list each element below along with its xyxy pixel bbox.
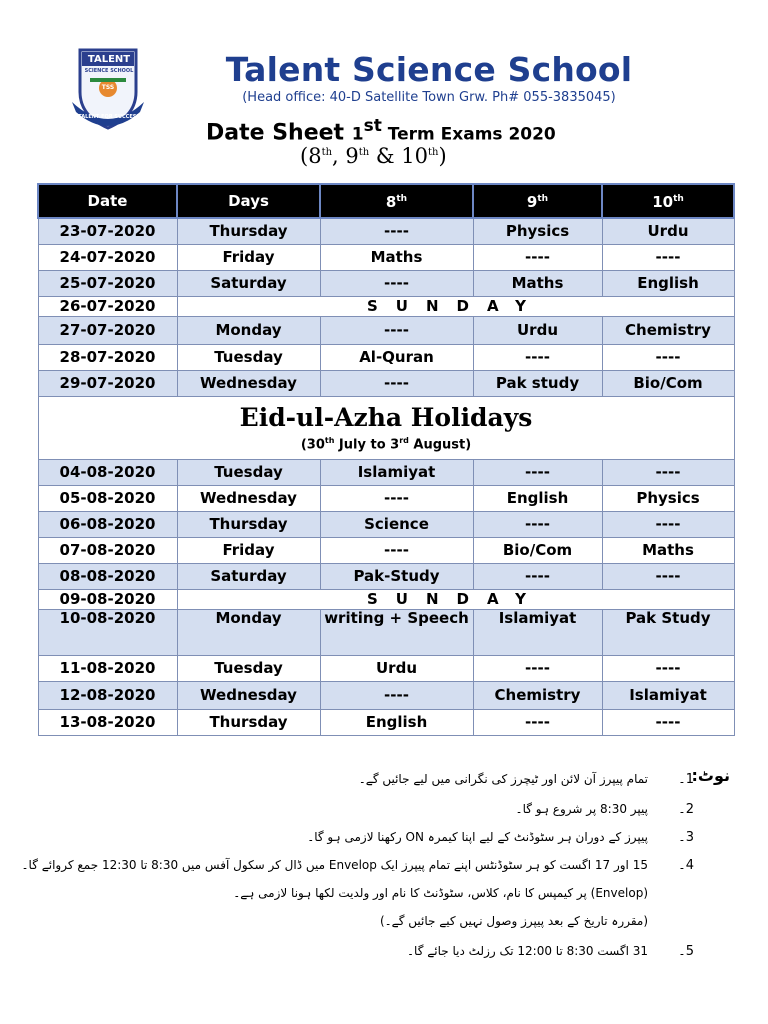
cell-day: Tuesday	[177, 655, 320, 681]
cell-date: 10-08-2020	[38, 609, 177, 655]
cell-grade-9: Islamiyat	[473, 609, 602, 655]
table-row	[38, 344, 734, 370]
cell-grade-9: ----	[473, 563, 602, 589]
table-row	[38, 655, 734, 681]
cell-day: Friday	[177, 244, 320, 270]
cell-date: 04-08-2020	[38, 459, 177, 485]
note-item	[4, 914, 730, 928]
holiday-subtitle	[39, 433, 734, 453]
holiday-title: Eid-ul-Azha Holidays	[239, 402, 533, 432]
cell-date: 07-08-2020	[38, 537, 177, 563]
cell-grade-10: Islamiyat	[602, 681, 734, 709]
cell-date: 13-08-2020	[38, 709, 177, 735]
cell-grade-10: ----	[602, 655, 734, 681]
cell-grade-9: ----	[473, 511, 602, 537]
cell-grade-9: Bio/Com	[473, 537, 602, 563]
table-body-part-1	[38, 218, 734, 396]
cell-day: Tuesday	[177, 459, 320, 485]
cell-grade-10: ----	[602, 709, 734, 735]
table-row	[38, 709, 734, 735]
note-text: 15 اور 17 اگست کو ہر سٹوڈنٹس اپنے تمام پیپرز ایک Envelop میں ڈال کر سکول آفس میں 8:30 تا 12:30 جمع کروائے گا۔	[21, 858, 648, 872]
cell-date: 23-07-2020	[38, 218, 177, 244]
cell-day: Wednesday	[177, 485, 320, 511]
cell-grade-8: ----	[320, 218, 473, 244]
cell-grade-9: English	[473, 485, 602, 511]
cell-sunday: SUNDAY	[177, 589, 734, 609]
logo-text-tss: TSS	[101, 84, 115, 91]
note-number: 1۔	[678, 772, 694, 787]
header-days: Days	[177, 184, 320, 218]
cell-grade-9: ----	[473, 344, 602, 370]
note-item	[4, 830, 730, 845]
cell-date: 11-08-2020	[38, 655, 177, 681]
grades-9: , 9	[332, 144, 359, 168]
holiday-sub-b: July to 3	[334, 436, 400, 452]
cell-grade-9: Urdu	[473, 316, 602, 344]
note-number: 3۔	[678, 830, 694, 845]
logo-text-science-school: SCIENCE SCHOOL	[84, 68, 134, 74]
cell-day: Thursday	[177, 709, 320, 735]
table-header-row	[38, 184, 734, 218]
cell-grade-10: ----	[602, 563, 734, 589]
cell-grade-10: Urdu	[602, 218, 734, 244]
header-grade-9-sup: th	[537, 194, 549, 204]
header-grade-9	[473, 184, 602, 218]
table-row	[38, 316, 734, 344]
cell-day: Thursday	[177, 218, 320, 244]
title-rest: Term Exams 2020	[381, 124, 556, 145]
cell-grade-8: English	[320, 709, 473, 735]
header-grade-8-sup: th	[396, 194, 408, 204]
cell-grade-10: Physics	[602, 485, 734, 511]
note-number: 4۔	[678, 858, 694, 873]
header-grade-10-sup: th	[673, 194, 684, 204]
cell-grade-10: Chemistry	[602, 316, 734, 344]
cell-date: 05-08-2020	[38, 485, 177, 511]
table-row	[38, 681, 734, 709]
cell-day: Tuesday	[177, 344, 320, 370]
cell-grade-10: Pak Study	[602, 609, 734, 655]
cell-grade-9: Chemistry	[473, 681, 602, 709]
note-item	[4, 802, 730, 817]
table-row	[38, 589, 734, 609]
grades-line	[300, 144, 447, 168]
note-text: (Envelop) پر کیمپس کا نام، کلاس، سٹوڈنٹ کا نام اور ولدیت لکھا ہونا لازمی ہے۔	[233, 886, 648, 900]
table-row	[38, 511, 734, 537]
cell-grade-9: Pak study	[473, 370, 602, 396]
logo-text-talent: TALENT	[87, 54, 131, 65]
cell-day: Thursday	[177, 511, 320, 537]
cell-grade-10: ----	[602, 459, 734, 485]
cell-date: 09-08-2020	[38, 589, 177, 609]
holiday-cell	[38, 396, 734, 459]
holiday-sub-a: (30	[300, 436, 325, 452]
cell-grade-8: Pak-Study	[320, 563, 473, 589]
holiday-sub-c: August)	[408, 436, 472, 452]
holiday-sub-b-sup: rd	[399, 435, 409, 445]
cell-grade-9: ----	[473, 709, 602, 735]
cell-grade-8: ----	[320, 485, 473, 511]
cell-date: 27-07-2020	[38, 316, 177, 344]
cell-grade-8: Maths	[320, 244, 473, 270]
cell-day: Monday	[177, 316, 320, 344]
cell-date: 29-07-2020	[38, 370, 177, 396]
table-row	[38, 537, 734, 563]
cell-grade-10: ----	[602, 344, 734, 370]
note-text: پیپر 8:30 پر شروع ہو گا۔	[515, 802, 648, 816]
table-row	[38, 563, 734, 589]
cell-grade-8: Al-Quran	[320, 344, 473, 370]
note-text: تمام پیپرز آن لائن اور ٹیچرز کی نگرانی میں لیے جائیں گے۔	[358, 772, 648, 786]
cell-date: 24-07-2020	[38, 244, 177, 270]
table-row	[38, 485, 734, 511]
cell-grade-9: ----	[473, 655, 602, 681]
cell-grade-10: ----	[602, 244, 734, 270]
cell-grade-10: English	[602, 270, 734, 296]
date-sheet-table	[37, 183, 735, 736]
header-grade-8-num: 8	[385, 193, 397, 211]
cell-date: 08-08-2020	[38, 563, 177, 589]
table-row	[38, 218, 734, 244]
grades-sup-2: th	[358, 147, 370, 158]
cell-grade-8: ----	[320, 681, 473, 709]
table-row	[38, 270, 734, 296]
school-name: Talent Science School	[225, 50, 633, 89]
grades-sup-3: th	[427, 147, 439, 158]
cell-day: Monday	[177, 609, 320, 655]
header-grade-9-num: 9	[526, 193, 538, 211]
header-date: Date	[38, 184, 177, 218]
cell-grade-9: Physics	[473, 218, 602, 244]
grades-10: & 10	[369, 144, 428, 168]
note-item	[4, 944, 730, 959]
header-grade-10	[602, 184, 734, 218]
cell-date: 28-07-2020	[38, 344, 177, 370]
cell-grade-8: Science	[320, 511, 473, 537]
title-main: Date Sheet	[206, 120, 345, 146]
note-number: 2۔	[678, 802, 694, 817]
note-item	[4, 886, 730, 900]
cell-grade-9: ----	[473, 244, 602, 270]
school-address: (Head office: 40-D Satellite Town Grw. Ph# 055-3835045)	[242, 90, 616, 105]
notes-label: نوٹ:	[691, 766, 730, 785]
note-item	[4, 858, 730, 873]
table-row	[38, 459, 734, 485]
cell-grade-10: Maths	[602, 537, 734, 563]
cell-date: 25-07-2020	[38, 270, 177, 296]
cell-grade-10: Bio/Com	[602, 370, 734, 396]
table-row	[38, 244, 734, 270]
cell-date: 26-07-2020	[38, 296, 177, 316]
cell-grade-8: ----	[320, 316, 473, 344]
cell-grade-8: Islamiyat	[320, 459, 473, 485]
grades-close: )	[438, 144, 447, 168]
cell-day: Wednesday	[177, 370, 320, 396]
cell-grade-10: ----	[602, 511, 734, 537]
cell-day: Wednesday	[177, 681, 320, 709]
header-grade-10-num: 10	[652, 193, 674, 211]
note-text: پیپرز کے دوران ہر سٹوڈنٹ کے لیے اپنا کیمرہ ON رکھنا لازمی ہو گا۔	[307, 830, 648, 844]
note-item	[4, 772, 730, 787]
cell-grade-8: ----	[320, 370, 473, 396]
cell-grade-8: ----	[320, 537, 473, 563]
title-ordinal: 1	[351, 124, 364, 145]
cell-day: Saturday	[177, 563, 320, 589]
grades-open: (8	[300, 144, 322, 168]
holiday-row	[38, 396, 734, 459]
table-body-part-2	[38, 459, 734, 735]
table-row	[38, 370, 734, 396]
cell-date: 12-08-2020	[38, 681, 177, 709]
cell-day: Friday	[177, 537, 320, 563]
date-sheet-title	[206, 116, 556, 145]
cell-day: Saturday	[177, 270, 320, 296]
logo-motto: TALENT FOR SUCCESS	[78, 114, 140, 120]
cell-grade-8: Urdu	[320, 655, 473, 681]
table-row	[38, 609, 734, 655]
table-row	[38, 296, 734, 316]
cell-sunday: SUNDAY	[177, 296, 734, 316]
holiday-section	[38, 396, 734, 459]
header-grade-8	[320, 184, 473, 218]
note-text: (مقررہ تاریخ کے بعد پیپرز وصول نہیں کیے جائیں گے۔)	[379, 914, 648, 928]
grades-sup-1: th	[321, 147, 333, 158]
cell-grade-8: writing + Speech	[320, 609, 473, 655]
note-text: 31 اگست 8:30 تا 12:00 تک رزلٹ دیا جائے گا۔	[407, 944, 648, 958]
note-number: 5۔	[678, 944, 694, 959]
title-ordinal-sup: st	[363, 116, 382, 136]
holiday-sub-a-sup: th	[324, 435, 335, 445]
cell-date: 06-08-2020	[38, 511, 177, 537]
cell-grade-8: ----	[320, 270, 473, 296]
school-logo	[60, 40, 156, 136]
cell-grade-9: ----	[473, 459, 602, 485]
cell-grade-9: Maths	[473, 270, 602, 296]
